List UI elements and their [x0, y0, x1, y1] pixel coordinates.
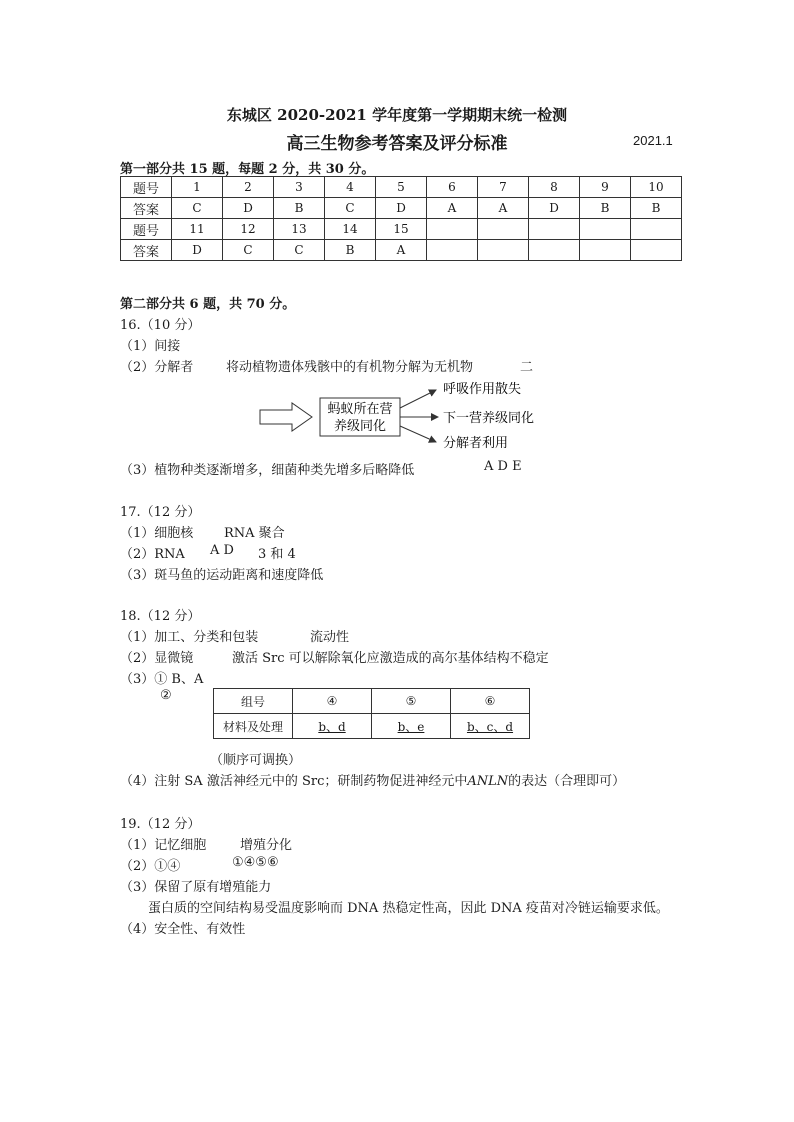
arrow-down-icon — [400, 426, 436, 442]
q16-answer-1: （1）间接 — [120, 339, 181, 354]
table-row — [121, 240, 682, 261]
q17-answer-2-b: A D — [210, 543, 234, 558]
q16-answer-2-extra: 二 — [520, 360, 534, 375]
answer-cell: D — [529, 198, 580, 219]
question-number: 6 — [427, 177, 478, 198]
group-table — [213, 688, 530, 739]
row-label: 题号 — [121, 177, 172, 198]
q18-answer-2-extra: 激活 Src 可以解除氧化应激造成的高尔基体结构不稳定 — [232, 651, 549, 666]
q17-answer-2-c: 3 和 4 — [258, 547, 296, 562]
output-next-level: 下一营养级同化 — [443, 411, 535, 426]
answer-cell: B — [274, 198, 325, 219]
answer-table — [120, 176, 682, 261]
row-label: 答案 — [121, 240, 172, 261]
answer-cell: C — [223, 240, 274, 261]
answer-cell: B — [325, 240, 376, 261]
answer-cell — [631, 240, 682, 261]
answer-cell — [478, 240, 529, 261]
q19-answer-4: （4）安全性、有效性 — [120, 922, 246, 937]
question-number: 3 — [274, 177, 325, 198]
question-number — [478, 219, 529, 240]
answer-cell: C — [274, 240, 325, 261]
q16-answer-3-extra: A D E — [484, 459, 522, 474]
gene-name: ANLN — [467, 774, 509, 789]
q16-answer-3: （3）植物种类逐渐增多，细菌种类先增多后略降低 — [120, 463, 415, 478]
question-number — [580, 219, 631, 240]
q19-answer-2-extra: ①④⑤⑥ — [232, 855, 279, 870]
q18-answer-4-post: 的表达（合理即可） — [508, 774, 626, 789]
page-subtitle: 高三生物参考答案及评分标准 — [286, 134, 508, 154]
arrow-up-icon — [400, 390, 436, 408]
q19-heading: 19.（12 分） — [120, 817, 201, 832]
table-row — [121, 219, 682, 240]
q17-heading: 17.（12 分） — [120, 505, 201, 520]
group-header-label: 组号 — [214, 689, 293, 714]
q19-answer-3-more: 蛋白质的空间结构易受温度影响而 DNA 热稳定性高，因此 DNA 疫苗对冷链运输要求低。 — [148, 901, 669, 916]
box-line-2: 养级同化 — [333, 419, 387, 434]
output-decomposer: 分解者利用 — [443, 436, 509, 451]
row-label: 答案 — [121, 198, 172, 219]
question-number — [631, 219, 682, 240]
table-row — [214, 714, 530, 739]
q18-heading: 18.（12 分） — [120, 609, 201, 624]
box-line-1: 蚂蚁所在营 — [327, 402, 393, 417]
energy-flow-diagram — [250, 380, 560, 452]
answer-cell — [529, 240, 580, 261]
materials-cell: b、d — [293, 714, 372, 739]
q16-answer-2-text: 将动植物遗体残骸中的有机物分解为无机物 — [226, 360, 474, 375]
table-row — [121, 198, 682, 219]
question-number: 2 — [223, 177, 274, 198]
group-header: ⑤ — [372, 689, 451, 714]
answer-cell: A — [376, 240, 427, 261]
group-header: ⑥ — [451, 689, 530, 714]
table-row — [214, 689, 530, 714]
answer-cell: D — [223, 198, 274, 219]
q18-answer-3-sub: ② — [160, 688, 172, 703]
answer-cell: B — [580, 198, 631, 219]
answer-cell — [427, 240, 478, 261]
question-number: 12 — [223, 219, 274, 240]
page-title: 东城区 2020-2021 学年度第一学期期末统一检测 — [226, 106, 568, 124]
q18-answer-1: （1）加工、分类和包装 — [120, 630, 259, 645]
q19-answer-3: （3）保留了原有增殖能力 — [120, 880, 272, 895]
question-number: 13 — [274, 219, 325, 240]
question-number — [427, 219, 478, 240]
group-header: ④ — [293, 689, 372, 714]
document-date: 2021.1 — [633, 133, 673, 148]
answer-cell: A — [427, 198, 478, 219]
answer-cell — [580, 240, 631, 261]
question-number: 15 — [376, 219, 427, 240]
q18-note: （顺序可调换） — [210, 753, 302, 768]
q17-answer-1: （1）细胞核 — [120, 526, 194, 541]
materials-cell: b、c、d — [451, 714, 530, 739]
table-row — [121, 177, 682, 198]
q18-answer-4-pre: （4）注射 SA 激活神经元中的 Src；研制药物促进神经元中 — [120, 774, 468, 789]
q18-answer-4 — [120, 770, 625, 789]
output-respiration: 呼吸作用散失 — [443, 382, 522, 397]
q17-answer-3: （3）斑马鱼的运动距离和速度降低 — [120, 568, 324, 583]
answer-cell: C — [325, 198, 376, 219]
q18-answer-1-extra: 流动性 — [310, 630, 350, 645]
part2-heading: 第二部分共 6 题，共 70 分。 — [120, 297, 296, 312]
part1-heading: 第一部分共 15 题，每题 2 分，共 30 分。 — [120, 162, 375, 177]
question-number: 5 — [376, 177, 427, 198]
q17-answer-1-extra: RNA 聚合 — [224, 526, 285, 541]
question-number: 8 — [529, 177, 580, 198]
q17-answer-2: （2）RNA — [120, 547, 185, 562]
question-number: 14 — [325, 219, 376, 240]
question-number: 7 — [478, 177, 529, 198]
answer-cell: D — [172, 240, 223, 261]
answer-cell: B — [631, 198, 682, 219]
q18-answer-3: （3）① B、A — [120, 672, 204, 687]
question-number: 1 — [172, 177, 223, 198]
q18-answer-2: （2）显微镜 — [120, 651, 194, 666]
input-arrow-icon — [260, 403, 312, 431]
materials-cell: b、e — [372, 714, 451, 739]
answer-cell: C — [172, 198, 223, 219]
question-number: 9 — [580, 177, 631, 198]
q16-heading: 16.（10 分） — [120, 318, 201, 333]
question-number — [529, 219, 580, 240]
q19-answer-1-extra: 增殖分化 — [240, 838, 293, 853]
question-number: 11 — [172, 219, 223, 240]
q16-answer-2-label: （2）分解者 — [120, 360, 194, 375]
q19-answer-1: （1）记忆细胞 — [120, 838, 207, 853]
question-number: 10 — [631, 177, 682, 198]
answer-cell: D — [376, 198, 427, 219]
question-number: 4 — [325, 177, 376, 198]
materials-label: 材料及处理 — [214, 714, 293, 739]
row-label: 题号 — [121, 219, 172, 240]
answer-cell: A — [478, 198, 529, 219]
q19-answer-2: （2）①④ — [120, 859, 181, 874]
